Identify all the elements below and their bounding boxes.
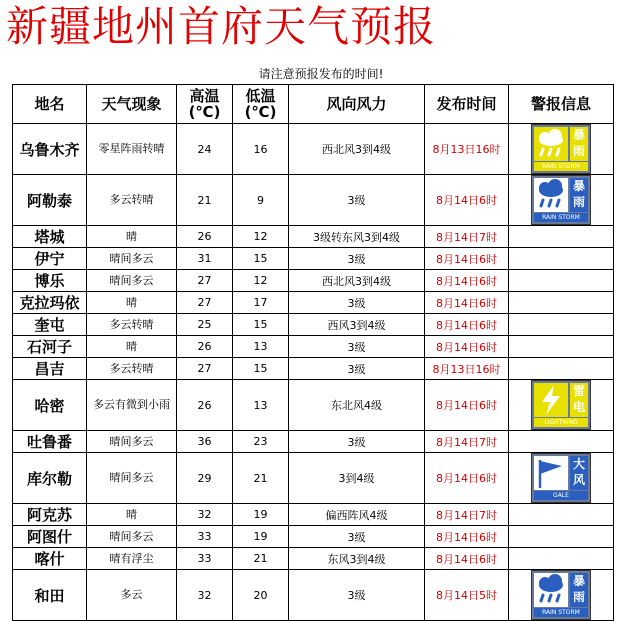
warning-english-label: RAIN STORM <box>534 608 588 617</box>
high-temp: 27 <box>177 270 233 292</box>
weather-condition: 晴 <box>87 336 177 358</box>
warning-type-label: 暴雨 <box>570 573 588 607</box>
table-row <box>13 270 614 292</box>
high-temp: 36 <box>177 431 233 453</box>
wind-info: 西北风3到4级 <box>289 270 425 292</box>
high-temp: 33 <box>177 526 233 548</box>
warning-english-label: GALE <box>534 491 588 500</box>
warning-badge[interactable] <box>531 380 591 430</box>
high-temp: 26 <box>177 336 233 358</box>
city-name: 石河子 <box>13 336 87 358</box>
table-row <box>13 570 614 621</box>
wind-info: 3级 <box>289 526 425 548</box>
release-time: 8月14日6时 <box>425 248 509 270</box>
city-name: 奎屯 <box>13 314 87 336</box>
header-row <box>13 85 614 124</box>
city-name: 吐鲁番 <box>13 431 87 453</box>
high-temp: 31 <box>177 248 233 270</box>
high-temp: 26 <box>177 380 233 431</box>
table-row <box>13 314 614 336</box>
warning-cell <box>509 548 614 570</box>
release-time: 8月14日7时 <box>425 504 509 526</box>
wind-info: 西北风3到4级 <box>289 124 425 175</box>
wind-info: 3级 <box>289 358 425 380</box>
table-row <box>13 175 614 226</box>
release-time: 8月14日6时 <box>425 453 509 504</box>
low-temp: 19 <box>233 504 289 526</box>
warning-english-label: RAIN STORM <box>534 213 588 222</box>
weather-condition: 晴 <box>87 504 177 526</box>
warning-cell <box>509 175 614 226</box>
forecast-table <box>12 84 614 621</box>
weather-condition: 晴间多云 <box>87 270 177 292</box>
release-time: 8月14日5时 <box>425 570 509 621</box>
release-time: 8月14日6时 <box>425 548 509 570</box>
warning-cell <box>509 292 614 314</box>
rainstorm-icon <box>534 127 568 161</box>
low-temp: 15 <box>233 248 289 270</box>
release-time: 8月14日7时 <box>425 431 509 453</box>
weather-condition: 多云转晴 <box>87 175 177 226</box>
release-time: 8月14日7时 <box>425 226 509 248</box>
city-name: 库尔勒 <box>13 453 87 504</box>
high-temp: 25 <box>177 314 233 336</box>
release-time: 8月13日16时 <box>425 358 509 380</box>
city-name: 昌吉 <box>13 358 87 380</box>
high-temp: 26 <box>177 226 233 248</box>
high-temp: 29 <box>177 453 233 504</box>
warning-badge[interactable] <box>531 124 591 174</box>
warning-cell <box>509 336 614 358</box>
warning-cell <box>509 570 614 621</box>
warning-cell <box>509 504 614 526</box>
warning-english-label: RAIN STORM <box>534 162 588 171</box>
low-temp: 12 <box>233 270 289 292</box>
gale-icon <box>534 456 568 490</box>
warning-type-label: 大风 <box>570 456 588 490</box>
header-high-temp: 高温 (℃) <box>177 85 233 124</box>
low-temp: 21 <box>233 548 289 570</box>
weather-condition: 晴 <box>87 226 177 248</box>
weather-condition: 晴 <box>87 292 177 314</box>
wind-info: 3级 <box>289 292 425 314</box>
high-temp: 24 <box>177 124 233 175</box>
header-weather: 天气现象 <box>87 85 177 124</box>
header-warning: 警报信息 <box>509 85 614 124</box>
warning-cell <box>509 226 614 248</box>
weather-condition: 晴有浮尘 <box>87 548 177 570</box>
warning-english-label: LIGHTNING <box>534 418 588 427</box>
weather-condition: 晴间多云 <box>87 248 177 270</box>
lightning-icon <box>534 383 568 417</box>
release-time: 8月13日16时 <box>425 124 509 175</box>
weather-condition: 晴间多云 <box>87 453 177 504</box>
release-time: 8月14日6时 <box>425 175 509 226</box>
release-time: 8月14日6时 <box>425 292 509 314</box>
release-time: 8月14日6时 <box>425 380 509 431</box>
wind-info: 3级转东风3到4级 <box>289 226 425 248</box>
warning-cell <box>509 526 614 548</box>
wind-info: 3级 <box>289 431 425 453</box>
city-name: 乌鲁木齐 <box>13 124 87 175</box>
wind-info: 西风3到4级 <box>289 314 425 336</box>
warning-cell <box>509 358 614 380</box>
weather-condition: 多云 <box>87 570 177 621</box>
weather-condition: 多云有微到小雨 <box>87 380 177 431</box>
low-temp: 21 <box>233 453 289 504</box>
header-low-temp: 低温 (℃) <box>233 85 289 124</box>
low-temp: 13 <box>233 336 289 358</box>
low-temp: 16 <box>233 124 289 175</box>
table-row <box>13 431 614 453</box>
low-temp: 20 <box>233 570 289 621</box>
low-temp: 15 <box>233 314 289 336</box>
high-temp: 27 <box>177 358 233 380</box>
city-name: 阿图什 <box>13 526 87 548</box>
header-wind: 风向风力 <box>289 85 425 124</box>
table-row <box>13 453 614 504</box>
warning-cell <box>509 124 614 175</box>
weather-condition: 多云转晴 <box>87 358 177 380</box>
warning-cell <box>509 270 614 292</box>
wind-info: 3级 <box>289 336 425 358</box>
warning-type-label: 暴雨 <box>570 127 588 161</box>
city-name: 哈密 <box>13 380 87 431</box>
release-time: 8月14日6时 <box>425 314 509 336</box>
rainstorm-icon <box>534 178 568 212</box>
warning-type-label: 雷电 <box>570 383 588 417</box>
release-time: 8月14日6时 <box>425 270 509 292</box>
rainstorm-icon <box>534 573 568 607</box>
city-name: 阿勒泰 <box>13 175 87 226</box>
warning-badge[interactable] <box>531 570 591 620</box>
warning-badge[interactable] <box>531 453 591 503</box>
page-title: 新疆地州首府天气预报 <box>6 2 437 51</box>
city-name: 博乐 <box>13 270 87 292</box>
low-temp: 12 <box>233 226 289 248</box>
low-temp: 23 <box>233 431 289 453</box>
high-temp: 32 <box>177 504 233 526</box>
table-row <box>13 526 614 548</box>
weather-condition: 多云转晴 <box>87 314 177 336</box>
warning-cell <box>509 314 614 336</box>
release-time: 8月14日6时 <box>425 526 509 548</box>
release-time: 8月14日6时 <box>425 336 509 358</box>
high-temp: 27 <box>177 292 233 314</box>
table-row <box>13 548 614 570</box>
wind-info: 东北风4级 <box>289 380 425 431</box>
table-row <box>13 504 614 526</box>
warning-type-label: 暴雨 <box>570 178 588 212</box>
weather-condition: 晴间多云 <box>87 431 177 453</box>
city-name: 和田 <box>13 570 87 621</box>
city-name: 阿克苏 <box>13 504 87 526</box>
table-row <box>13 226 614 248</box>
wind-info: 3级 <box>289 248 425 270</box>
warning-cell <box>509 380 614 431</box>
city-name: 伊宁 <box>13 248 87 270</box>
high-temp: 32 <box>177 570 233 621</box>
city-name: 喀什 <box>13 548 87 570</box>
weather-condition: 零星阵雨转晴 <box>87 124 177 175</box>
city-name: 克拉玛依 <box>13 292 87 314</box>
table-row <box>13 124 614 175</box>
high-temp: 33 <box>177 548 233 570</box>
warning-cell <box>509 453 614 504</box>
wind-info: 东风3到4级 <box>289 548 425 570</box>
release-time-notice: 请注意预报发布的时间! <box>258 67 384 81</box>
table-row <box>13 248 614 270</box>
weather-condition: 晴间多云 <box>87 526 177 548</box>
wind-info: 偏西阵风4级 <box>289 504 425 526</box>
table-row <box>13 336 614 358</box>
wind-info: 3级 <box>289 570 425 621</box>
high-temp: 21 <box>177 175 233 226</box>
warning-badge[interactable] <box>531 175 591 225</box>
low-temp: 17 <box>233 292 289 314</box>
table-row <box>13 380 614 431</box>
table-row <box>13 358 614 380</box>
header-city: 地名 <box>13 85 87 124</box>
low-temp: 9 <box>233 175 289 226</box>
city-name: 塔城 <box>13 226 87 248</box>
low-temp: 15 <box>233 358 289 380</box>
low-temp: 19 <box>233 526 289 548</box>
warning-cell <box>509 248 614 270</box>
table-row <box>13 292 614 314</box>
low-temp: 13 <box>233 380 289 431</box>
wind-info: 3级 <box>289 175 425 226</box>
header-release-time: 发布时间 <box>425 85 509 124</box>
wind-info: 3到4级 <box>289 453 425 504</box>
warning-cell <box>509 431 614 453</box>
